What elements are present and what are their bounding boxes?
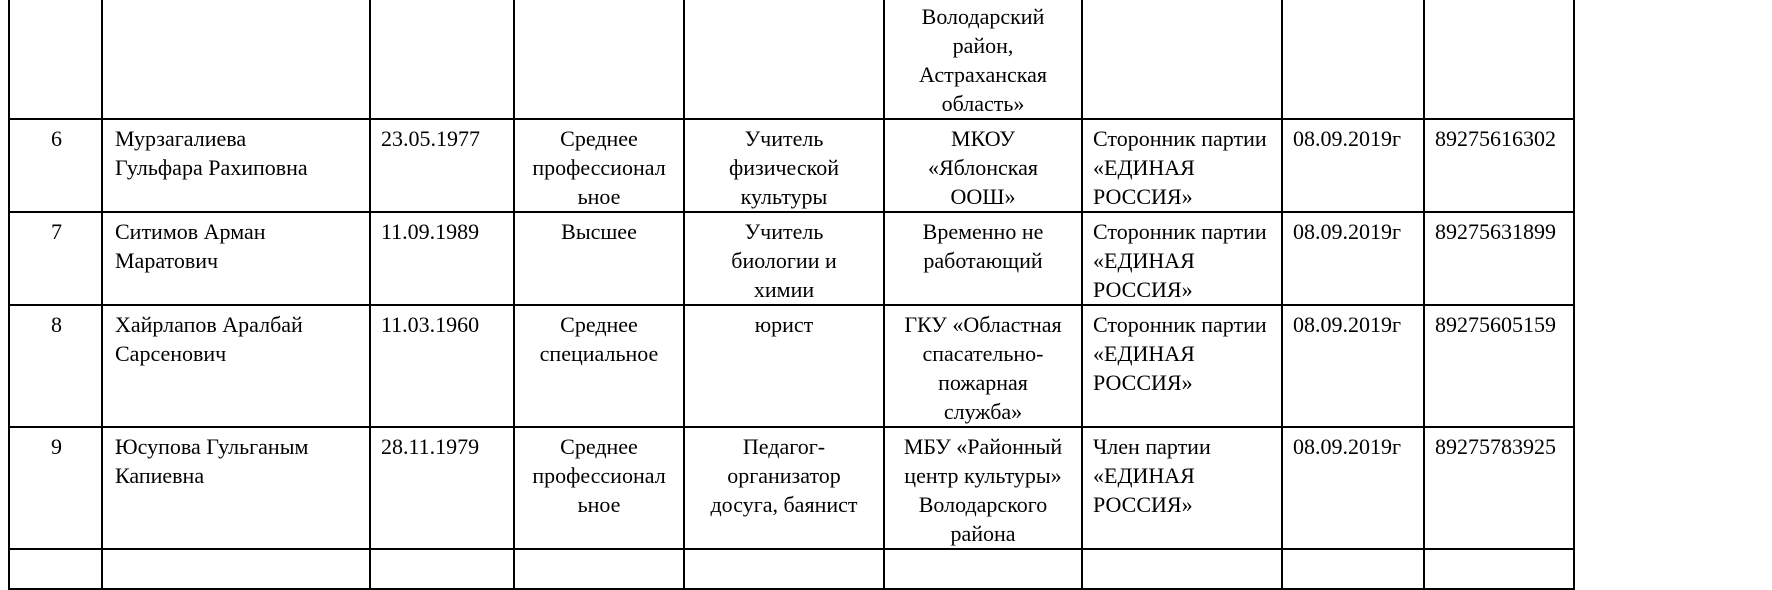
cell-phone	[1424, 549, 1574, 589]
cell-election-date: 08.09.2019г	[1282, 427, 1424, 549]
cell-election-date: 08.09.2019г	[1282, 305, 1424, 427]
table-row	[9, 427, 1574, 549]
cell-party: Сторонник партии «ЕДИНАЯ РОССИЯ»	[1082, 119, 1282, 212]
cell-birth-date: 28.11.1979	[370, 427, 514, 549]
cell-num: 9	[9, 427, 102, 549]
cell-party	[1082, 549, 1282, 589]
cell-party: Сторонник партии «ЕДИНАЯ РОССИЯ»	[1082, 212, 1282, 305]
cell-name: Юсупова Гульганым Капиевна	[102, 427, 370, 549]
cell-profession: Учитель физической культуры	[684, 119, 884, 212]
cell-name: Хайрлапов Аралбай Сарсенович	[102, 305, 370, 427]
table-row	[9, 212, 1574, 305]
cell-num: 6	[9, 119, 102, 212]
cell-birth-date	[370, 0, 514, 119]
cell-birth-date: 23.05.1977	[370, 119, 514, 212]
cell-place-of-work	[884, 549, 1082, 589]
cell-election-date: 08.09.2019г	[1282, 119, 1424, 212]
cell-place-of-work: ГКУ «Областная спасательно- пожарная служба»	[884, 305, 1082, 427]
cell-education: Среднее специальное	[514, 305, 684, 427]
cell-party	[1082, 0, 1282, 119]
cell-place-of-work: Володарский район, Астраханская область»	[884, 0, 1082, 119]
cell-education	[514, 0, 684, 119]
cell-election-date	[1282, 0, 1424, 119]
cell-party: Член партии «ЕДИНАЯ РОССИЯ»	[1082, 427, 1282, 549]
cell-profession	[684, 549, 884, 589]
cell-education: Среднее профессионал ьное	[514, 427, 684, 549]
cell-profession: Учитель биологии и химии	[684, 212, 884, 305]
cell-election-date	[1282, 549, 1424, 589]
cell-phone: 89275631899	[1424, 212, 1574, 305]
cell-num: 7	[9, 212, 102, 305]
cell-birth-date	[370, 549, 514, 589]
cell-birth-date: 11.09.1989	[370, 212, 514, 305]
cell-birth-date: 11.03.1960	[370, 305, 514, 427]
cell-num	[9, 0, 102, 119]
table-row	[9, 119, 1574, 212]
cell-place-of-work: МБУ «Районный центр культуры» Володарского района	[884, 427, 1082, 549]
candidates-table	[8, 0, 1575, 590]
table-row-next	[9, 549, 1574, 589]
cell-num	[9, 549, 102, 589]
cell-num: 8	[9, 305, 102, 427]
cell-education: Среднее профессионал ьное	[514, 119, 684, 212]
cell-profession: юрист	[684, 305, 884, 427]
cell-phone: 89275783925	[1424, 427, 1574, 549]
cell-phone: 89275605159	[1424, 305, 1574, 427]
cell-phone: 89275616302	[1424, 119, 1574, 212]
cell-education	[514, 549, 684, 589]
cell-name: Ситимов Арман Маратович	[102, 212, 370, 305]
cell-place-of-work: Временно не работающий	[884, 212, 1082, 305]
cell-place-of-work: МКОУ «Яблонская ООШ»	[884, 119, 1082, 212]
cell-name: Мурзагалиева Гульфара Рахиповна	[102, 119, 370, 212]
cell-profession	[684, 0, 884, 119]
cell-profession: Педагог- организатор досуга, баянист	[684, 427, 884, 549]
table-row-continuation	[9, 0, 1574, 119]
cell-phone	[1424, 0, 1574, 119]
cell-name	[102, 0, 370, 119]
table-row	[9, 305, 1574, 427]
cell-party: Сторонник партии «ЕДИНАЯ РОССИЯ»	[1082, 305, 1282, 427]
cell-name	[102, 549, 370, 589]
cell-election-date: 08.09.2019г	[1282, 212, 1424, 305]
cell-education: Высшее	[514, 212, 684, 305]
